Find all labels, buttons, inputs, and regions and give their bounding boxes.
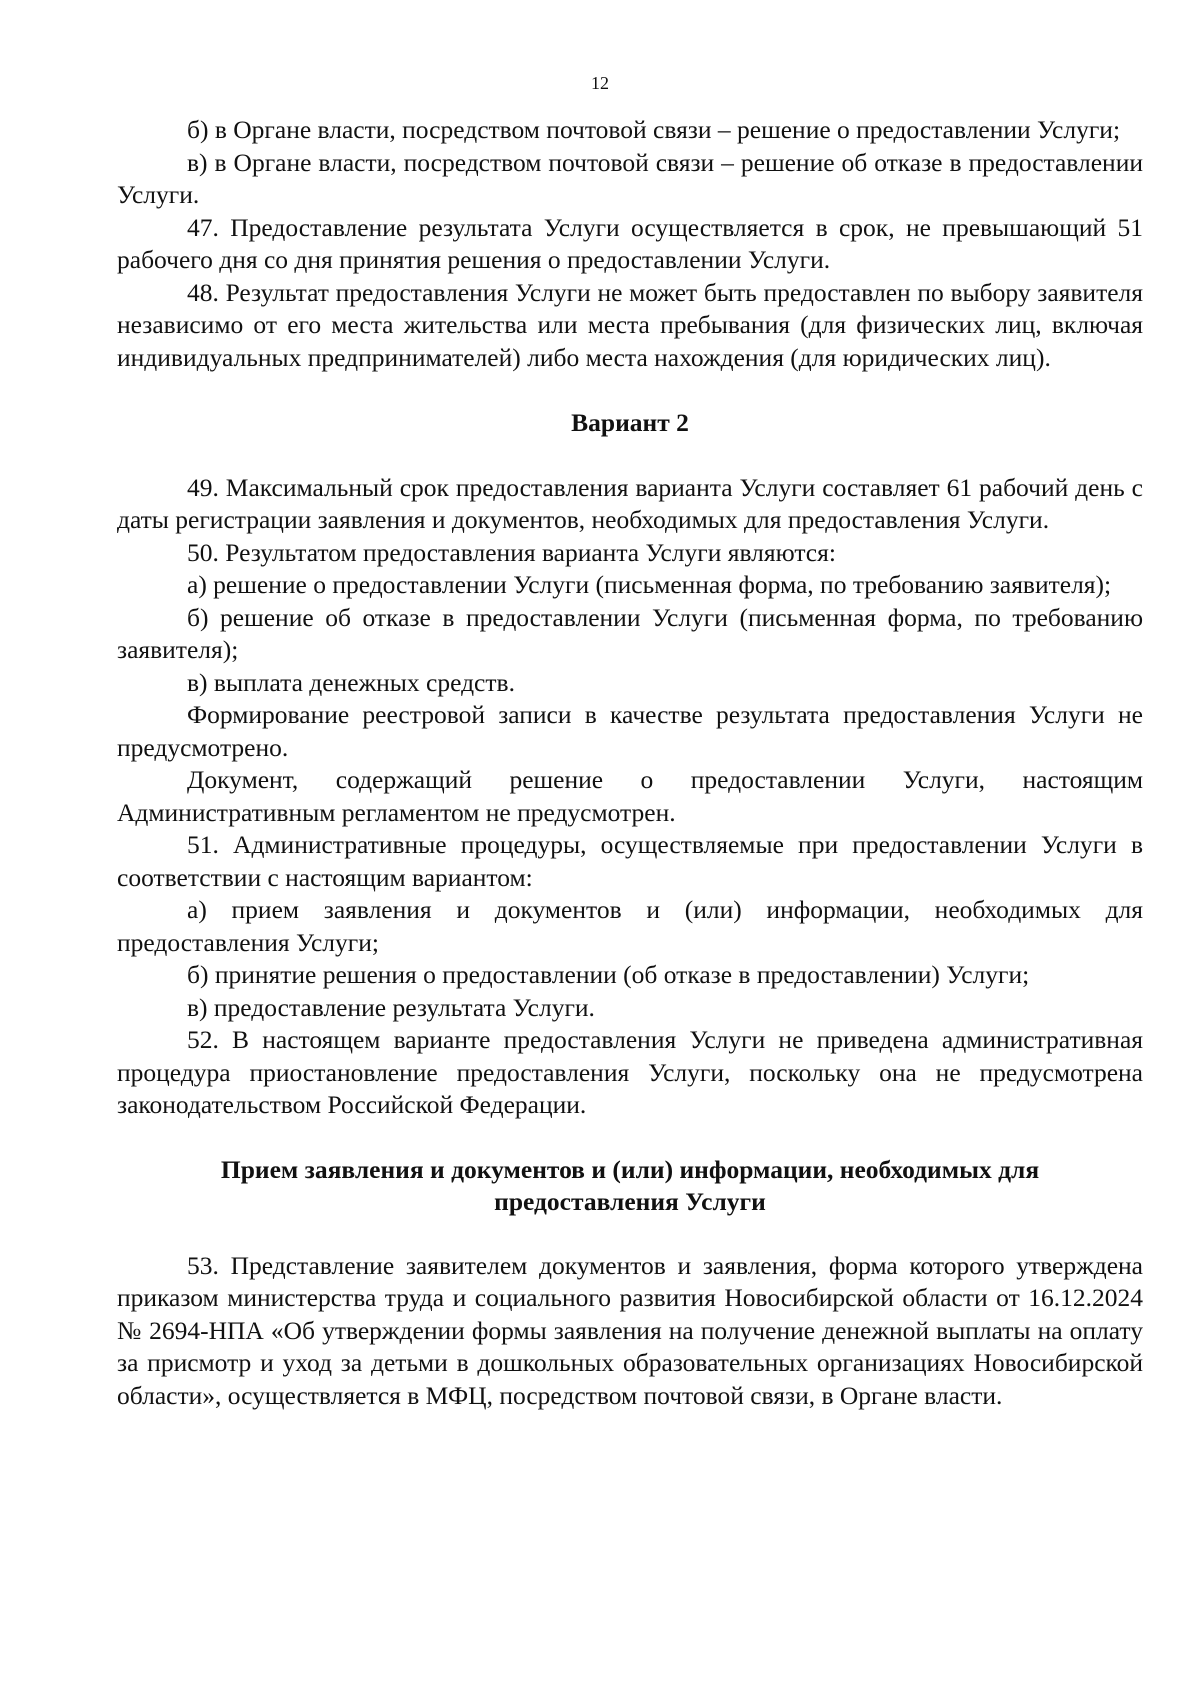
paragraph-b-postal-decision: б) в Органе власти, посредством почтовой связи – решение о предоставлении Услуги; (187, 115, 1121, 144)
document-body (117, 114, 1143, 1412)
section-heading-variant-2: Вариант 2 (571, 408, 689, 437)
paragraph-51-a: а) прием заявления и документов и (или) информации, необходимых для предоставления Услуги; (117, 895, 1143, 957)
paragraph-50-b: б) решение об отказе в предоставлении Услуги (письменная форма, по требованию заявителя); (117, 602, 1143, 664)
paragraph-48: 48. Результат предоставления Услуги не может быть предоставлен по выбору заявителя независимо от его места жительства или места пребывания (для физических лиц, включая индивидуальных предпринимателей) либо места нахождения (для юридических лиц). (117, 277, 1143, 372)
paragraph-v-postal-refusal: в) в Органе власти, посредством почтовой связи – решение об отказе в предоставлении Услуги. (117, 147, 1143, 209)
paragraph-50-v: в) выплата денежных средств. (187, 667, 515, 697)
paragraph-51: 51. Административные процедуры, осуществляемые при предоставлении Услуги в соответствии с настоящим вариантом: (117, 830, 1143, 892)
paragraph-52: 52. В настоящем варианте предоставления Услуги не приведена административная процедура приостановление предоставления Услуги, поскольку она не предусмотрена законодательством Российской Федерации. (117, 1025, 1143, 1119)
paragraph-51-v: в) предоставление результата Услуги. (187, 992, 595, 1022)
paragraph-50-a: а) решение о предоставлении Услуги (письменная форма, по требованию заявителя); (187, 570, 1112, 599)
section-heading-line-2: предоставления Услуги (494, 1187, 766, 1216)
page-number: 12 (591, 73, 609, 93)
paragraph-47: 47. Предоставление результата Услуги осуществляется в срок, не превышающий 51 рабочего дня со дня принятия решения о предоставлении Услуги. (117, 212, 1143, 274)
section-heading-application-intake (117, 1154, 1143, 1219)
section-heading-line-1: Прием заявления и документов и (или) информации, необходимых для (220, 1154, 1040, 1184)
paragraph-53: 53. Представление заявителем документов и заявления, форма которого утверждена приказом министерства труда и социального развития Новосибирской области от 16.12.2024 № 2694-НПА «Об утверждении формы заявления на получение денежной выплаты на оплату за присмотр и уход за детьми в дошкольных образовательных организациях Новосибирской области», осуществляется в МФЦ, посредством почтовой связи, в Органе власти. (117, 1250, 1143, 1410)
paragraph-registry-record: Формирование реестровой записи в качестве результата предоставления Услуги не предусмотрено. (117, 700, 1143, 762)
paragraph-51-b: б) принятие решения о предоставлении (об отказе в предоставлении) Услуги; (187, 960, 1030, 989)
paragraph-49: 49. Максимальный срок предоставления варианта Услуги составляет 61 рабочий день с даты регистрации заявления и документов, необходимых для предоставления Услуги. (117, 472, 1143, 534)
paragraph-50: 50. Результатом предоставления варианта Услуги являются: (187, 537, 836, 567)
paragraph-decision-document: Документ, содержащий решение о предоставлении Услуги, настоящим Административным регламентом не предусмотрен. (117, 765, 1143, 827)
